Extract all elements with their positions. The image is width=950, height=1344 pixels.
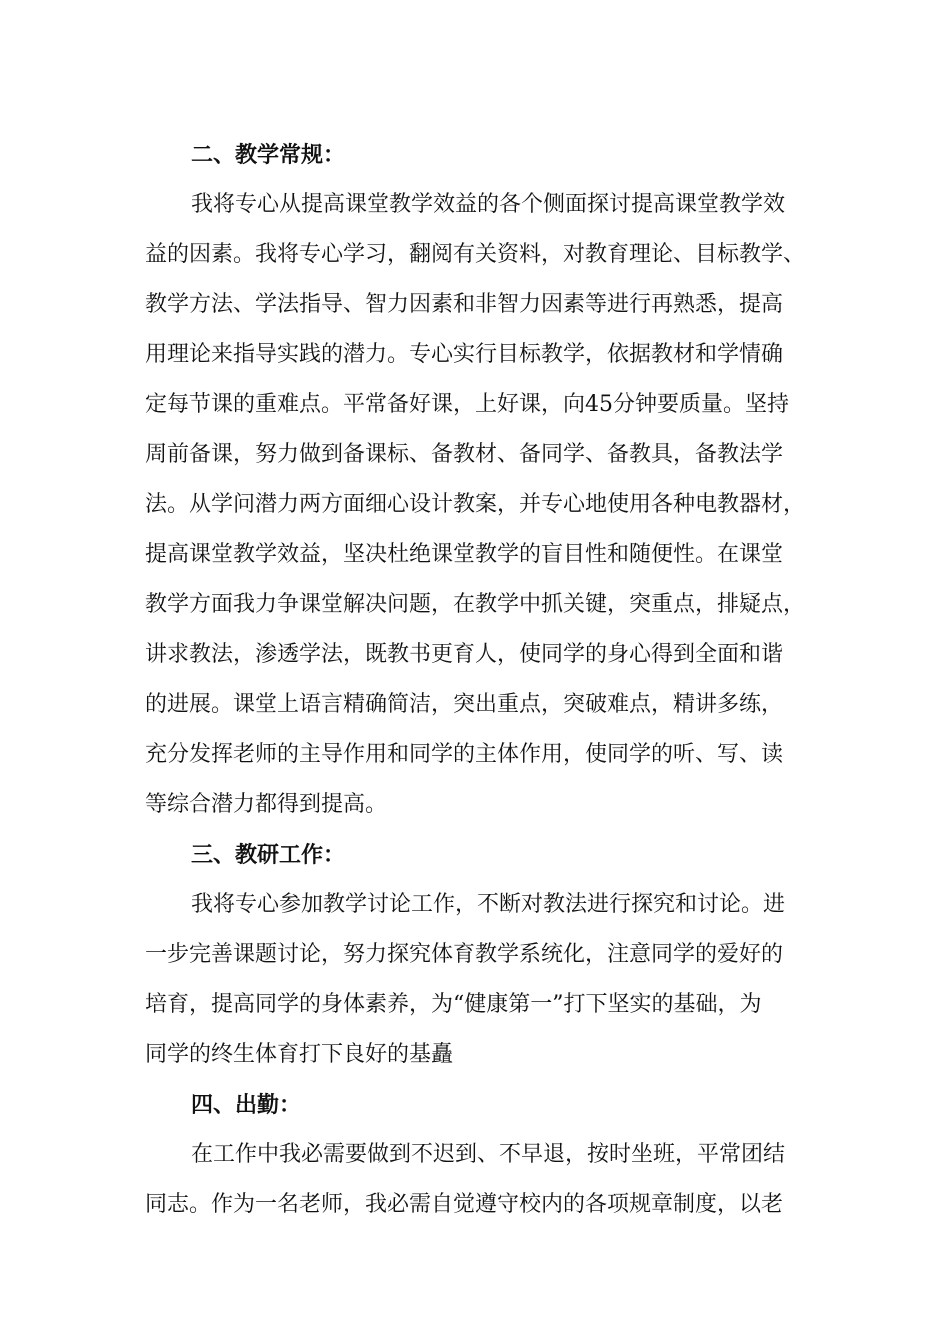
paragraph-line: 同学的终生体育打下良好的基矗 <box>145 1042 454 1067</box>
paragraph-line: 教学方法、学法指导、智力因素和非智力因素等进行再熟悉，提高 <box>145 292 784 317</box>
paragraph-line: 用理论来指导实践的潜力。专心实行目标教学，依据教材和学情确 <box>145 342 784 367</box>
paragraph-teaching-research <box>145 880 833 1080</box>
paragraph-line: 一步完善课题讨论，努力探究体育教学系统化，注意同学的爱好的 <box>145 942 784 967</box>
paragraph-line: 提高课堂教学效益，坚决杜绝课堂教学的盲目性和随便性。在课堂 <box>145 542 784 567</box>
section-heading-attendance: 四、出勤： <box>191 1092 302 1118</box>
paragraph-line: 教学方面我力争课堂解决问题，在教学中抓关键，突重点，排疑点， <box>145 592 806 617</box>
section-heading-teaching-research: 三、教研工作： <box>191 842 346 868</box>
paragraph-line: 充分发挥老师的主导作用和同学的主体作用，使同学的听、写、读 <box>145 742 784 767</box>
paragraph-line: 的进展。课堂上语言精确简洁，突出重点，突破难点，精讲多练， <box>145 692 784 717</box>
paragraph-line: 培育，提高同学的身体素养，为“健康第一”打下坚实的基础，为 <box>145 992 762 1017</box>
document-page <box>145 130 833 1230</box>
paragraph-line: 同志。作为一名老师，我必需自觉遵守校内的各项规章制度，以老 <box>145 1192 784 1217</box>
paragraph-teaching-routine <box>145 180 833 830</box>
paragraph-line: 在工作中我必需要做到不迟到、不早退，按时坐班，平常团结 <box>191 1142 786 1167</box>
paragraph-attendance <box>145 1130 833 1230</box>
paragraph-line: 等综合潜力都得到提高。 <box>145 792 388 817</box>
paragraph-line: 我将专心参加教学讨论工作，不断对教法进行探究和讨论。进 <box>191 892 786 917</box>
paragraph-line: 讲求教法，渗透学法，既教书更育人，使同学的身心得到全面和谐 <box>145 642 784 667</box>
paragraph-line: 益的因素。我将专心学习，翻阅有关资料，对教育理论、目标教学、 <box>145 242 806 267</box>
paragraph-line: 定每节课的重难点。平常备好课，上好课，向45分钟要质量。坚持 <box>145 392 789 417</box>
paragraph-line: 周前备课，努力做到备课标、备教材、备同学、备教具，备教法学 <box>145 442 784 467</box>
paragraph-line: 法。从学问潜力两方面细心设计教案，并专心地使用各种电教器材， <box>145 492 806 517</box>
paragraph-line: 我将专心从提高课堂教学效益的各个侧面探讨提高课堂教学效 <box>191 192 786 217</box>
section-heading-teaching-routine: 二、教学常规： <box>191 142 346 168</box>
